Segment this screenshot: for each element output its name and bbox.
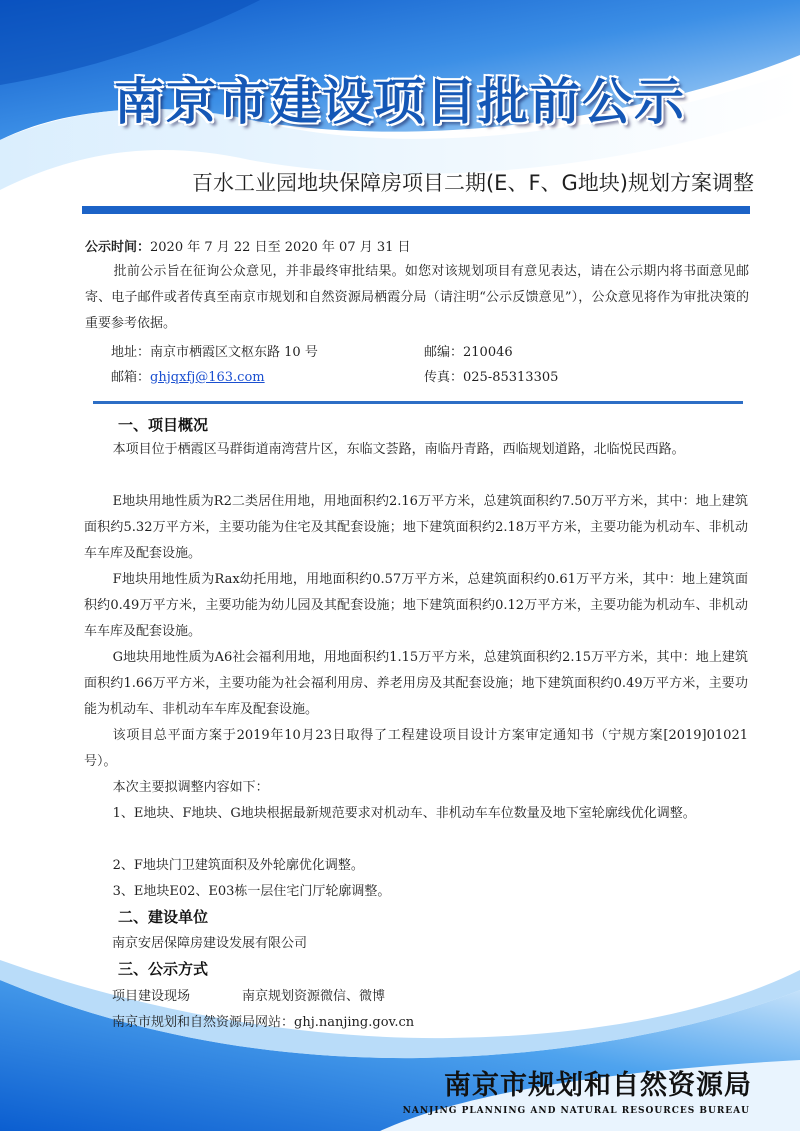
email-row	[111, 369, 265, 386]
section-divider	[93, 401, 743, 404]
section1-location: 本项目位于栖霞区马群街道南湾营片区，东临文荟路，南临丹青路，西临规划道路，北临悦民西路。	[112, 442, 685, 457]
section2-heading: 二、建设单位	[118, 908, 209, 926]
title-divider-bar	[82, 206, 750, 214]
section1-plot-e: E地块用地性质为R2二类居住用地，用地面积约2.16万平方米，总建筑面积约7.50万平方米，其中：地上建筑面积约5.32万平方米，主要功能为住宅及其配套设施；地下建筑面积约2.18万平方米，主要功能为机动车、非机动车车库及配套设施。	[84, 494, 748, 561]
fax-label: 传真：	[424, 370, 464, 385]
publicity-way-2: 南京规划资源微信、微博	[242, 989, 386, 1004]
main-title: 南京市建设项目批前公示	[114, 72, 686, 131]
section3-heading: 三、公示方式	[118, 960, 209, 978]
email-link[interactable]: ghjqxfj@163.com	[150, 370, 265, 385]
section1-approval: 该项目总平面方案于2019年10月23日取得了工程建设项目设计方案审定通知书（宁规方案[2019]01021号）。	[84, 728, 748, 769]
footer-org-name: 南京市规划和自然资源局	[444, 1070, 752, 1101]
email-label: 邮箱：	[111, 370, 151, 385]
section1-adjust-intro: 本次主要拟调整内容如下：	[112, 780, 269, 795]
notice-period	[85, 239, 411, 256]
notice-intro: 批前公示旨在征询公众意见，并非最终审批结果。如您对该规划项目有意见表达，请在公示期内将书面意见邮寄、电子邮件或者传真至南京市规划和自然资源局栖霞分局（请注明“公示反馈意见”），公众意见将作为审批决策的重要参考依据。	[85, 264, 749, 331]
website-row	[112, 1014, 414, 1031]
project-subtitle: 百水工业园地块保障房项目二期(E、F、G地块)规划方案调整	[191, 171, 754, 195]
adjust-item-3: 3、E地块E02、E03栋一层住宅门厅轮廓调整。	[112, 884, 391, 899]
fax-row	[424, 369, 558, 386]
section1-plot-g: G地块用地性质为A6社会福利用地，用地面积约1.15万平方米，总建筑面积约2.15万平方米，其中：地上建筑面积约1.66万平方米，主要功能为社会福利用房、养老用房及其配套设施；地下建筑面积约0.49万平方米，主要功能为机动车、非机动车车库及配套设施。	[84, 650, 748, 717]
period-label: 公示时间：	[85, 240, 151, 255]
website-label: 南京市规划和自然资源局网站：	[112, 1015, 295, 1030]
postcode-value: 210046	[463, 345, 513, 360]
section1-plot-f: F地块用地性质为Rax幼托用地，用地面积约0.57万平方米，总建筑面积约0.61万平方米，其中：地上建筑面积约0.49万平方米，主要功能为幼儿园及其配套设施；地下建筑面积约0.12万平方米，主要功能为机动车、非机动车车库及配套设施。	[84, 572, 748, 639]
construction-unit: 南京安居保障房建设发展有限公司	[112, 936, 308, 951]
adjust-item-2: 2、F地块门卫建筑面积及外轮廓优化调整。	[112, 858, 364, 873]
website-link[interactable]: ghj.nanjing.gov.cn	[294, 1015, 415, 1030]
postcode-row	[424, 344, 513, 361]
footer-org-name-en: NANJING PLANNING AND NATURAL RESOURCES BUREAU	[402, 1106, 750, 1116]
fax-value: 025-85313305	[463, 370, 559, 385]
period-value: 2020 年 7 月 22 日至 2020 年 07 月 31 日	[150, 240, 411, 255]
address-label: 地址：	[111, 345, 151, 360]
publicity-way-1: 项目建设现场	[112, 989, 191, 1004]
address-row	[111, 344, 318, 361]
postcode-label: 邮编：	[424, 345, 464, 360]
section1-heading: 一、项目概况	[118, 416, 209, 434]
adjust-item-1: 1、E地块、F地块、G地块根据最新规范要求对机动车、非机动车车位数量及地下室轮廓线优化调整。	[112, 806, 696, 821]
address-value: 南京市栖霞区文枢东路 10 号	[150, 345, 318, 360]
